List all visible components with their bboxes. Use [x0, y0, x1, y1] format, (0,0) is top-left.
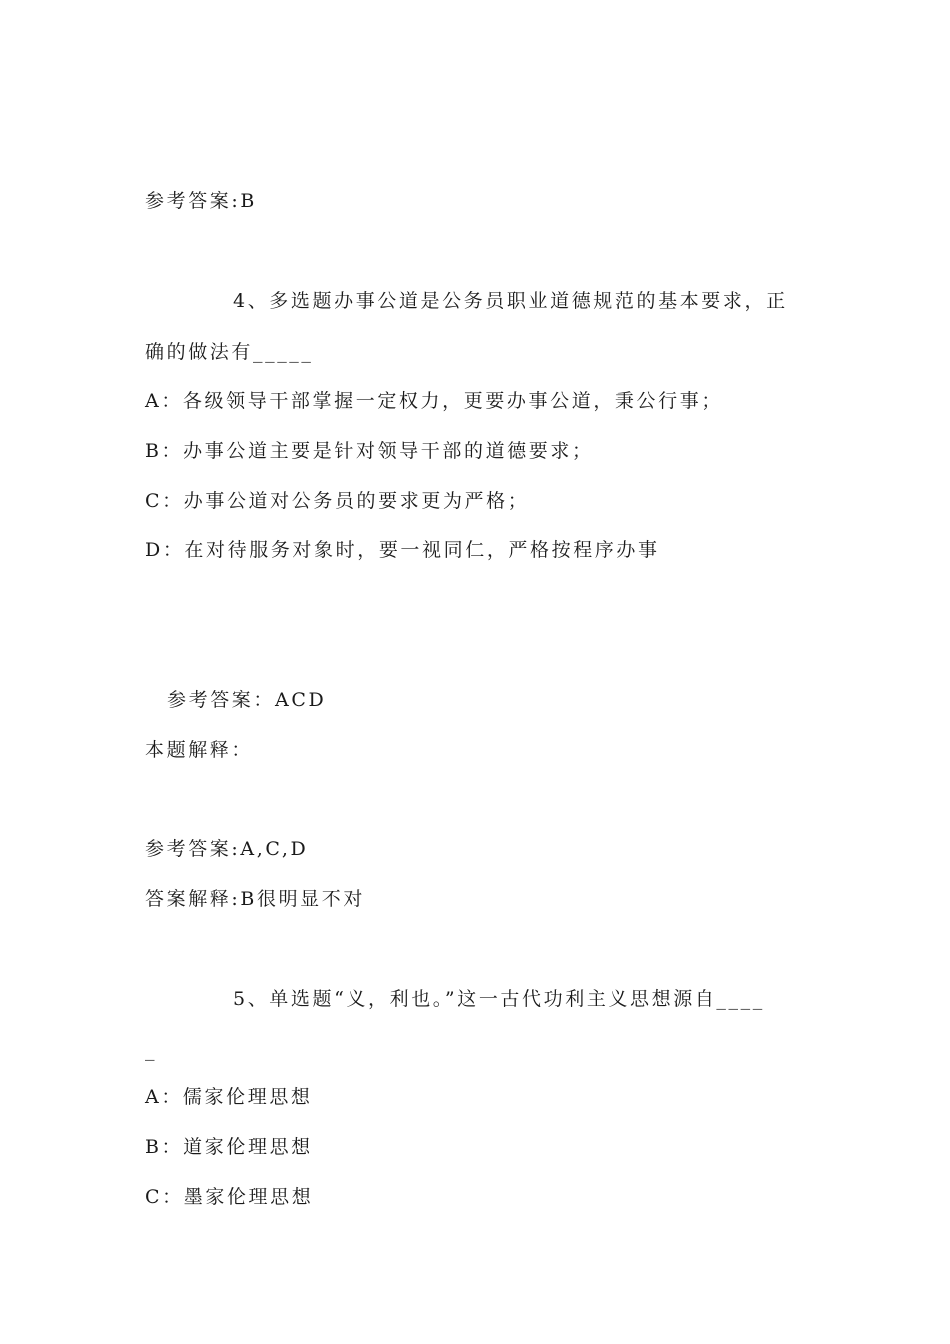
q4-stem-line1: 4、多选题办事公道是公务员职业道德规范的基本要求，正: [233, 290, 788, 312]
q4-option-c: C：办事公道对公务员的要求更为严格；: [145, 490, 530, 512]
q5-stem-line1: 5、单选题“义，利也。”这一古代功利主义思想源自____: [233, 988, 765, 1010]
q5-option-c: C：墨家伦理思想: [145, 1186, 314, 1208]
q3-answer: 参考答案:B: [145, 190, 257, 212]
q4-reference-answer: 参考答案：ACD: [167, 689, 327, 711]
q5-option-a: A：儒家伦理思想: [145, 1086, 313, 1108]
q4-option-b: B：办事公道主要是针对领导干部的道德要求；: [145, 440, 594, 462]
q5-option-b: B：道家伦理思想: [145, 1136, 313, 1158]
q4-explanation-2: 答案解释:B很明显不对: [145, 888, 365, 910]
q4-stem-line2: 确的做法有_____: [145, 341, 314, 363]
q5-stem-line2: _: [145, 1039, 158, 1061]
q4-option-d: D：在对待服务对象时，要一视同仁，严格按程序办事: [145, 539, 660, 561]
q4-option-a: A：各级领导干部掌握一定权力，更要办事公道，秉公行事；: [145, 390, 723, 412]
q4-explanation-label: 本题解释：: [145, 739, 254, 761]
q4-answer-2: 参考答案:A,C,D: [145, 838, 309, 860]
